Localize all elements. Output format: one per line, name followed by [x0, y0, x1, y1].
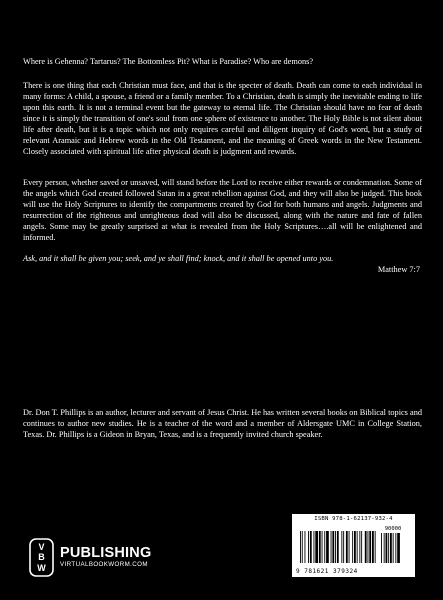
barcode-addon-bar — [397, 533, 400, 563]
barcode-bar — [319, 531, 321, 563]
publisher-name: PUBLISHING — [60, 545, 152, 561]
heading-text: Where is Gehenna? Tartarus? The Bottomless Pit? What is Paradise? Who are demons? — [23, 57, 314, 66]
barcode-bar — [331, 531, 332, 563]
barcode-bar — [368, 531, 369, 563]
barcode-addon-bar — [393, 533, 394, 563]
barcode-bar — [369, 531, 371, 563]
isbn-barcode — [292, 514, 415, 577]
paragraph-text: There is one thing that each Christian must face, and that is the specter of death. Death can come to each individual in many forms: A child, a spouse, a friend or a family member. To a Christian, death is simply the inevitable ending to life upon this earth. It is not a terminal event but the gateway to eternal life. The Christian should have no fear of death since it is simply the transition of one's soul from one sphere of existence to another. The Holy Bible is not silent about life after death, but it is a topic which not only requires careful and diligent inquiry of God's word, but a study of relevant Aramaic and Hebrew words in the Old Testament, and the meaning of Greek words in the New Testament. Closely associated with spiritual life after physical death is judgment and rewards. — [23, 81, 422, 156]
barcode-bar — [310, 531, 312, 563]
logo-letter-v: V — [38, 542, 45, 552]
barcode-bar — [322, 531, 323, 563]
barcode-bar — [326, 531, 329, 563]
barcode-bar — [314, 531, 315, 563]
barcode-bar — [308, 531, 309, 563]
scripture-quote — [23, 253, 422, 275]
isbn-label: ISBN 978-1-62137-932-4 — [314, 516, 393, 522]
cover-heading — [23, 56, 422, 67]
author-bio — [23, 407, 422, 440]
description-paragraph-2 — [23, 177, 422, 243]
quote-text: Ask, and it shall be given you; seek, and ye shall find; knock, and it shall be opened unto you. — [23, 254, 334, 263]
barcode-bar — [300, 531, 301, 563]
barcode-bar — [341, 531, 342, 563]
paragraph-text: Every person, whether saved or unsaved, will stand before the Lord to receive either rewards or condemnation. Some of the angels which God created followed Satan in a great rebellion against God, and they will also be judged. This book will use the Holy Scriptures to identify the compartments created by God for both humans and angels. Judgments and resurrection of the righteous and unrighteous dead will also be discussed, along with the nature and fate of fallen angels. Some may be greatly surprised at what is revealed from the Holy Scriptures….all will be enlightened and informed. — [23, 178, 422, 242]
price-code: 90000 — [384, 526, 402, 532]
logo-letter-b: B — [38, 552, 45, 562]
publisher-logo — [29, 538, 151, 577]
barcode-bar — [357, 531, 358, 563]
barcode-bar — [335, 531, 336, 563]
logo-letter-w: W — [37, 563, 46, 573]
barcode-bar — [365, 531, 367, 563]
publisher-url: VIRTUALBOOKWORM.COM — [60, 561, 148, 568]
barcode-addon-bar — [386, 533, 388, 563]
publisher-text — [60, 546, 151, 569]
barcode-bar — [302, 531, 303, 563]
barcode-bar — [346, 531, 348, 563]
description-paragraph-1 — [23, 80, 422, 157]
quote-reference: Matthew 7:7 — [377, 265, 420, 274]
barcode-addon-bar — [381, 533, 382, 563]
barcode-bar — [315, 531, 318, 563]
barcode-bar — [349, 531, 350, 563]
barcode-digits: 9 781621 379324 — [296, 568, 358, 575]
barcode-bar — [372, 531, 374, 563]
barcode-bar — [352, 531, 353, 563]
barcode-bar — [305, 531, 306, 563]
barcode-bar — [343, 531, 344, 563]
barcode-bar — [332, 531, 334, 563]
barcode-bar — [337, 531, 339, 563]
author-bio-text: Dr. Don T. Phillips is an author, lecturer and servant of Jesus Christ. He has written several books on Biblical topics and continues to author new studies. He is a teacher of the word and a member of Aldersgate UMC in College Station, Texas. Dr. Phillips is a Gideon in Bryan, Texas, and is a frequently invited church speaker. — [23, 408, 422, 439]
barcode-addon-bar — [390, 533, 392, 563]
barcode-bar — [354, 531, 356, 563]
barcode-bar — [375, 531, 376, 563]
barcode-bar — [361, 531, 362, 563]
barcode-addon-bar — [395, 533, 396, 563]
vbw-logo-icon — [29, 538, 54, 577]
barcode-bar — [324, 531, 325, 563]
barcode-addon-bar — [384, 533, 385, 563]
barcode-bar — [359, 531, 360, 563]
barcode-bars — [298, 525, 409, 565]
barcode-addon-bar — [388, 533, 389, 563]
